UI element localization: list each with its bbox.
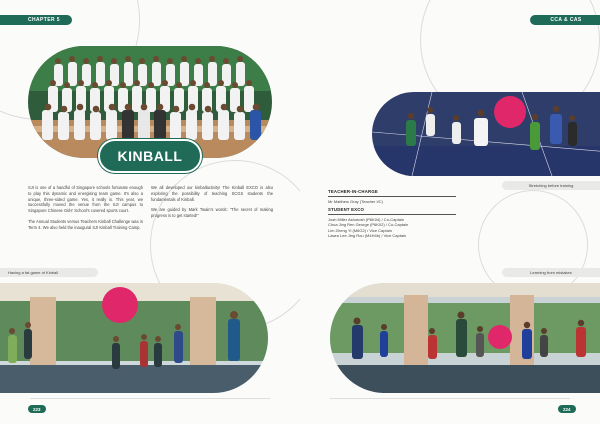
paragraph: The Annual Students versus Teachers Kinball Challenge was in Term 4. We also held the inaugural SJI Kinball Training Camp. <box>28 218 143 230</box>
photo-caption-bottom: Learning from mistakes <box>502 268 600 277</box>
paragraph: We all developed our kinballactivity! The Kinball EXCO is also exploring the possibility of teaching SCGS students the fundamentals of Kinball. <box>151 185 273 202</box>
divider <box>30 398 270 399</box>
exco-line: Lim Zheng Yi (M6G2) / Vice Captain <box>328 227 392 233</box>
page-title: KINBALL <box>98 139 202 173</box>
section-tag: CCA & CAS <box>530 15 600 25</box>
paragraph: We are guided by Mark Twain's words: "The secret of making progress is to get started!" <box>151 207 273 219</box>
teacher-line: Mr Matthew Gray (Teacher I/C) <box>328 198 383 204</box>
game-photo <box>0 283 268 393</box>
body-column-1 <box>28 185 143 236</box>
paragraph: SJI is one of a handful of Singapore schools fortunate enough to play this dynamic and energising team game. It's also a unique, three-sided game. Yes, it really is. This year, we successfully moved the venue from the SJI campus to Singapore Chinese Girls' School's covered sports court. <box>28 185 143 214</box>
photo-caption: Having a fat game of Kinball <box>0 268 98 277</box>
stretching-photo <box>372 92 600 176</box>
body-column-2 <box>151 185 273 224</box>
page-number: 223 <box>28 405 46 413</box>
learning-photo <box>330 283 600 393</box>
exco-heading: STUDENT EXCO <box>328 207 456 215</box>
right-page <box>300 0 600 424</box>
exco-line: Lawra Lee Jing Rou (M4H4b) / Vice Captain <box>328 233 407 239</box>
page-number: 224 <box>558 405 576 413</box>
teacher-heading: TEACHER-IN-CHARGE <box>328 189 456 197</box>
divider <box>330 398 570 399</box>
photo-caption-top: Stretching before training <box>502 181 600 190</box>
chapter-tag: CHAPTER 5 <box>0 15 72 25</box>
exco-line: Chua Jing Ren George (P6K02) / Co-Captain <box>328 222 409 228</box>
exco-line: Josh Miller Ashutosh (P6K04) / Co-Captain <box>328 216 405 222</box>
info-block <box>328 189 456 239</box>
